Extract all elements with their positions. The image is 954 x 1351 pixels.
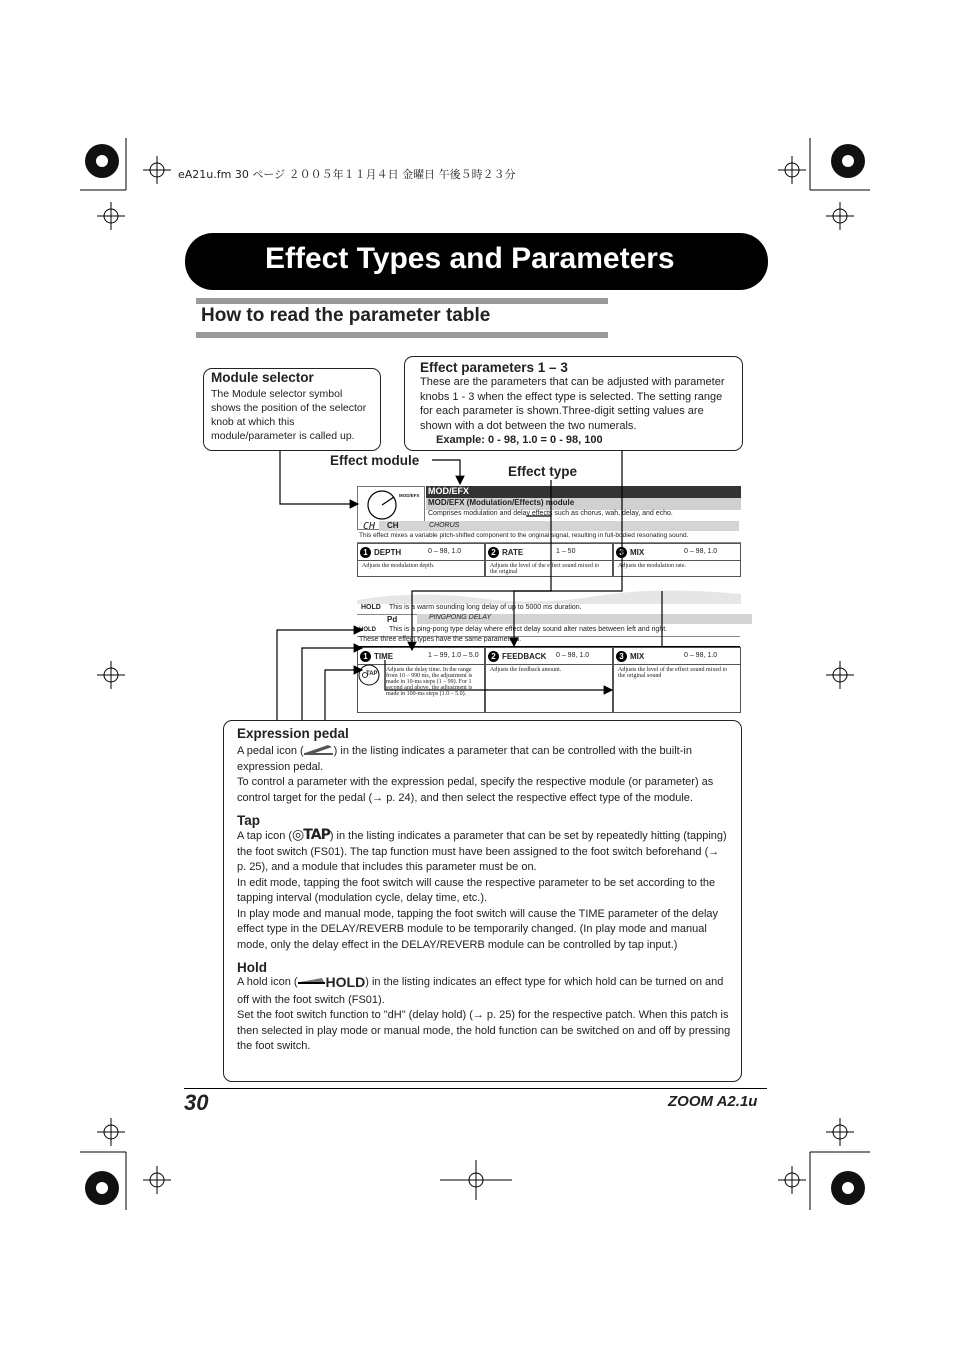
- page-number: 30: [184, 1090, 209, 1115]
- delay-type-name: PINGPONG DELAY: [417, 614, 752, 624]
- expression-p1-pre: A pedal icon (: [237, 745, 304, 757]
- expression-p1: [237, 743, 731, 775]
- table2-param-2-range: 0 – 98, 1.0: [556, 652, 590, 659]
- table1-param-1-range: 0 – 98, 1.0: [428, 548, 462, 555]
- tap-icon-small-label: TAP: [366, 671, 378, 677]
- type-code: CH: [387, 521, 399, 530]
- type-name: CHORUS: [429, 522, 460, 529]
- selector-label: MOD/EFX: [399, 493, 420, 498]
- footer-rule: [184, 1088, 767, 1089]
- delay-type-code: Pd: [387, 615, 398, 624]
- table1-param-2-range: 1 – 50: [556, 548, 576, 555]
- table1-param-1-desc: Adjusts the modulation depth.: [357, 561, 485, 577]
- table2-param-2-desc: Adjusts the feedback amount.: [485, 665, 613, 713]
- page-title: Effect Types and Parameters: [265, 242, 675, 275]
- hold-p1-post: ) in the listing indicates an effect type for which hold can be turned on and off with the foot switch (FS01).: [237, 976, 724, 1006]
- expression-p1-post: ) in the listing indicates a parameter that can be controlled with the built-in expression pedal.: [237, 745, 692, 773]
- module-header-row: MOD/EFX: [426, 486, 741, 498]
- table1-param-2-number: 2: [488, 547, 499, 558]
- table2-param-2-number: 2: [488, 651, 499, 662]
- hold-p1-pre: A hold icon (: [237, 976, 298, 988]
- module-selector-title: Module selector: [211, 370, 314, 385]
- module-name-row: MOD/EFX (Modulation/Effects) module: [426, 498, 741, 510]
- effect-params-body: These are the parameters that can be adjusted with parameter knobs 1 - 3 when the effect type is selected. The setting range for each parameter is shown.Three-digit setting values are shown with a dot between the two numerals.: [420, 376, 725, 432]
- pedal-icon: [304, 743, 334, 755]
- tap-p1-pre: A tap icon (: [237, 830, 293, 842]
- table2-param-1-range: 1 – 99, 1.0 – 5.0: [428, 652, 479, 659]
- module-selector-body: The Module selector symbol shows the position of the selector knob at which this module/parameter is called up.: [211, 388, 367, 442]
- delay-row3: These three effect types have the same parameters.: [359, 636, 522, 643]
- lcd-code: CH: [363, 521, 376, 532]
- info-box: [223, 720, 742, 1082]
- table2-param-3-name: MIX: [630, 652, 645, 661]
- hold-p2: Set the foot switch function to "dH" (delay hold) (→ p. 25) for the respective patch. When this patch is then selected in play mode or manual mode, the hold function can be switched on and off by pressing the foot switch.: [237, 1009, 731, 1052]
- hold-title: Hold: [237, 960, 267, 975]
- effect-type-label: Effect type: [508, 464, 578, 479]
- effect-module-label: Effect module: [330, 453, 420, 468]
- table2-param-3-range: 0 – 98, 1.0: [684, 652, 718, 659]
- table2-param-3-desc: Adjusts the level of the effect sound mixed to the original sound: [613, 665, 741, 713]
- expression-p2: To control a parameter with the expression pedal, specify the respective module (or parameter) as control target for the pedal (→ p. 24), and then select the respective effect type of the module.: [237, 776, 714, 804]
- hold-p1: [237, 975, 731, 1008]
- tap-p2: In edit mode, tapping the foot switch will cause the respective parameter to be set according to the tapping interval (modulation cycle, delay time, etc.).: [237, 876, 716, 904]
- table2-param-3-number: 3: [616, 651, 627, 662]
- table1-param-3-range: 0 – 98, 1.0: [684, 548, 718, 555]
- table1-param-3-desc: Adjusts the modulation rate.: [613, 561, 741, 577]
- footer-model: ZOOM A2.1u: [668, 1093, 758, 1110]
- hold-icon-label: HOLD: [325, 974, 366, 990]
- table2-param-1-name: TIME: [374, 652, 394, 661]
- table2-param-2-name: FEEDBACK: [502, 652, 547, 661]
- table1-param-3-number: 3: [616, 547, 627, 558]
- hold-icon: [298, 975, 366, 993]
- module-desc-row: Comprises modulation and delay effects such as chorus, wah, delay, and echo.: [428, 510, 673, 517]
- tap-p1-post: ) in the listing indicates a parameter that can be set by repeatedly hitting (tapping) the foot switch (FS01). The tap function must have been assigned to the foot switch beforehand (→ p. 25), and a module that includes this parameter must be on.: [237, 830, 727, 873]
- table2-param-1-desc: Adjusts the delay time. In the range from 10 – 990 ms, the adjustment is made in 10-ms steps (1 – 99). For 1 second and above, the adjustment is made in 100-ms steps (1.0 – 5.0).: [357, 665, 485, 713]
- tap-icon-label: TAP: [303, 827, 330, 843]
- tap-p3: In play mode and manual mode, tapping the foot switch will cause the TIME parameter of the delay effect type in the DELAY/REVERB module to be temporarily changed. (In play mode and manual mode, only the delay effect in the DELAY/REVERB module can be controlled by tap input.): [237, 907, 719, 951]
- hold-icon-small: HOLD: [361, 604, 381, 611]
- tap-title: Tap: [237, 813, 260, 828]
- table1-param-3-name: MIX: [630, 548, 645, 557]
- table2-param-1-number: 1: [360, 651, 371, 662]
- delay-row1-text: This is a warm sounding long delay of up to 5000 ms duration.: [389, 604, 582, 611]
- table1-param-2-desc: Adjusts the level of the effect sound mixed to the original: [485, 561, 613, 577]
- tap-icon: ◎TAP: [292, 827, 330, 843]
- table1-param-1-number: 1: [360, 547, 371, 558]
- effect-params-title: Effect parameters 1 – 3: [420, 360, 568, 375]
- table1-param-2-name: RATE: [502, 548, 524, 557]
- hold-icon-small-2: HOLD: [359, 627, 376, 633]
- table1-param-1-name: DEPTH: [374, 548, 402, 557]
- effect-params-example: Example: 0 - 98, 1.0 = 0 - 98, 100: [436, 434, 603, 446]
- type-desc-row: This effect mixes a variable pitch-shifted component to the original signal, resulting in full-bodied resonating sound.: [357, 532, 741, 543]
- section-title: How to read the parameter table: [201, 305, 491, 326]
- tap-p1: [237, 828, 731, 876]
- file-header-line: eA21u.fm 30 ページ ２００５年１１月４日 金曜日 午後５時２３分: [178, 168, 516, 181]
- expression-title: Expression pedal: [237, 726, 349, 741]
- delay-row2-text: This is a ping-pong type delay where effect delay sound alter nates between left and right.: [389, 626, 668, 633]
